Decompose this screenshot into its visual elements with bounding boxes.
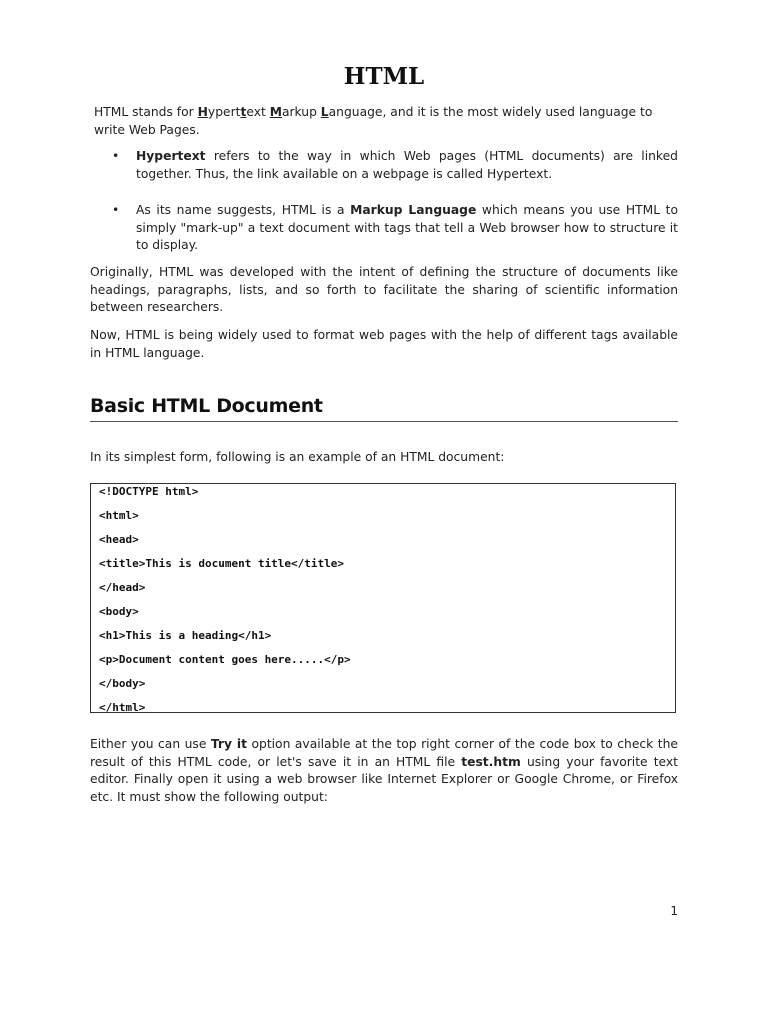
- example-intro-paragraph: In its simplest form, following is an example of an HTML document:: [90, 450, 505, 464]
- code-line: <head>: [99, 533, 139, 546]
- closing-text: Either you can use: [90, 737, 211, 751]
- page-number: 1: [670, 904, 678, 918]
- intro-lead: HTML stands for: [94, 105, 198, 119]
- list-item-text: which means you use HTML to simply "mark-up" a text document with tags that tell a Web browser how to structure it to display.: [136, 203, 678, 252]
- intro-paragraph: [90, 104, 678, 139]
- closing-text: option available at the top right corner of the code box to check the result of this HTML code, or let's save it in an HTML file: [90, 737, 678, 769]
- code-example-box: [90, 483, 676, 713]
- code-line: <p>Document content goes here.....</p>: [99, 653, 351, 666]
- acronym-letter-m: M: [269, 105, 282, 119]
- code-line: <!DOCTYPE html>: [99, 485, 199, 498]
- bullet-icon: •: [112, 203, 120, 217]
- code-line: <h1>This is a heading</h1>: [99, 629, 272, 642]
- code-line: </body>: [99, 677, 146, 690]
- intro-word-text: ext: [246, 105, 270, 119]
- section-heading: Basic HTML Document: [90, 393, 678, 422]
- closing-text: using your favorite text editor. Finally open it using a web browser like Internet Explorer or Google Chrome, or Firefox etc. It must show the following output:: [90, 754, 679, 804]
- code-line: </html>: [99, 701, 146, 714]
- page-title: HTML: [343, 63, 425, 90]
- acronym-letter-l: L: [320, 105, 329, 119]
- intro-tail: anguage, and it is the most widely used language to write Web Pages.: [94, 105, 653, 137]
- definition-list: [90, 148, 678, 255]
- acronym-letter-h: H: [197, 105, 208, 119]
- list-item-text: As its name suggests, HTML is a: [136, 203, 351, 217]
- term-markup-language: Markup Language: [350, 203, 477, 217]
- usage-paragraph: Now, HTML is being widely used to format web pages with the help of different tags available in HTML language.: [90, 328, 678, 360]
- acronym-letter-t: t: [240, 105, 247, 119]
- bullet-icon: •: [112, 149, 120, 163]
- origin-paragraph: Originally, HTML was developed with the intent of defining the structure of documents like headings, paragraphs, lists, and so forth to facilitate the sharing of scientific information between researchers.: [90, 265, 678, 314]
- code-line: <title>This is document title</title>: [99, 557, 345, 570]
- intro-word-markup: arkup: [281, 105, 321, 119]
- closing-paragraph: [90, 736, 678, 806]
- list-item: [90, 202, 678, 255]
- filename-term: test.htm: [461, 754, 521, 769]
- intro-word-hyper: ypert: [207, 105, 241, 119]
- code-line: <html>: [99, 509, 139, 522]
- code-line: </head>: [99, 581, 146, 594]
- list-item-text: refers to the way in which Web pages (HTML documents) are linked together. Thus, the link available on a webpage is called Hypertext.: [136, 149, 678, 181]
- try-it-term: Try it: [210, 737, 247, 751]
- term-hypertext: Hypertext: [136, 149, 206, 163]
- code-line: <body>: [99, 605, 139, 618]
- list-item: [90, 148, 678, 183]
